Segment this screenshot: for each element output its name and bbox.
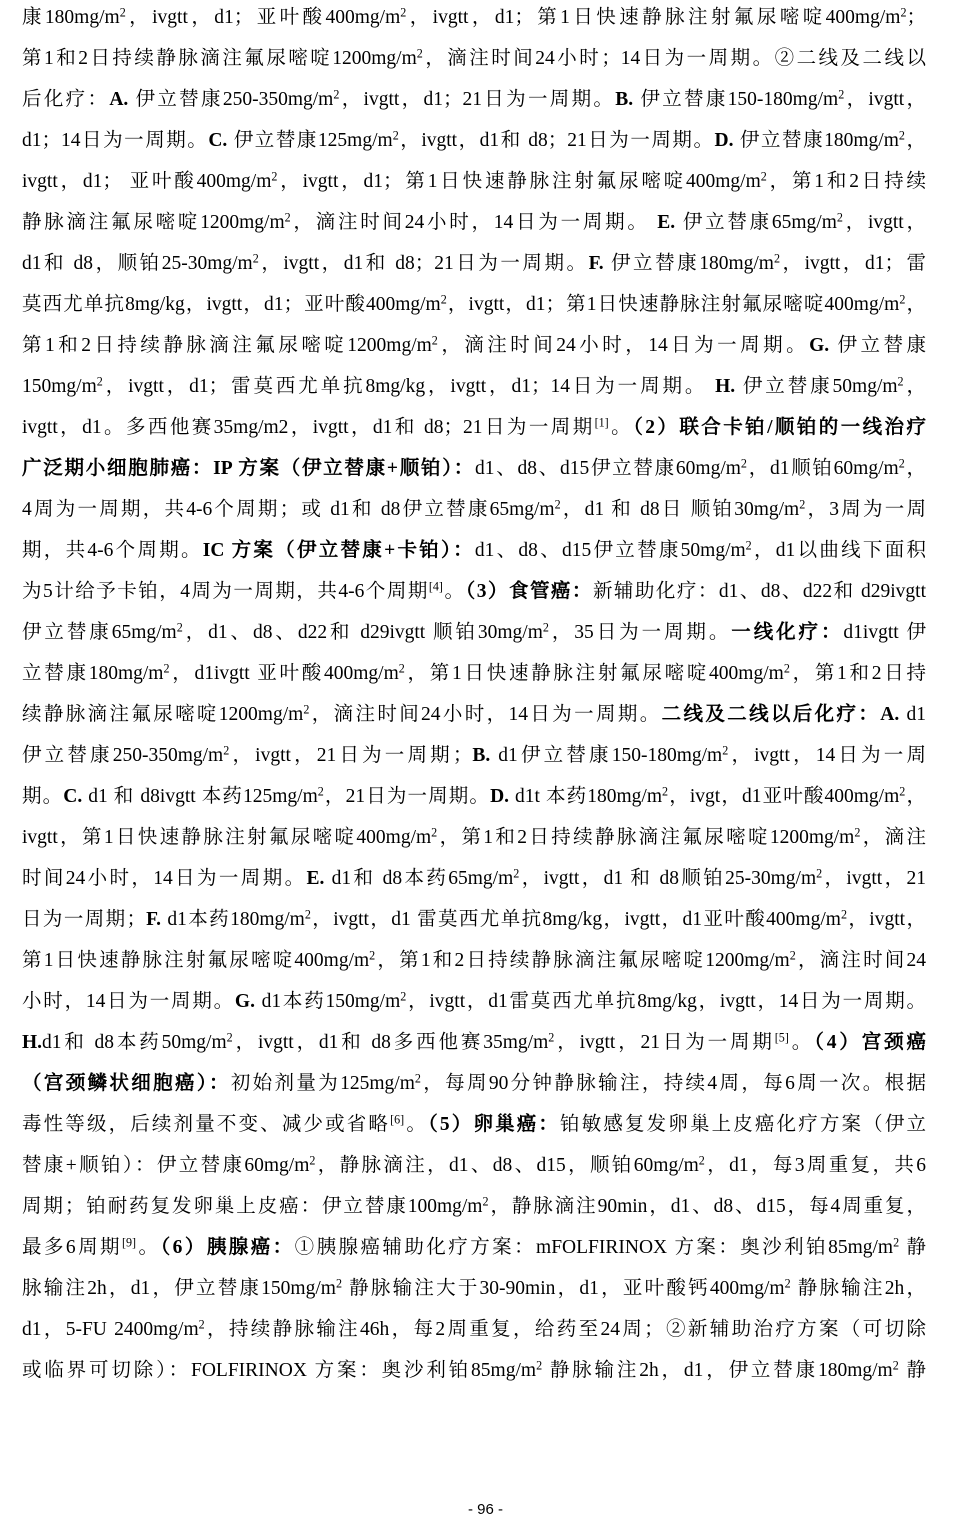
text-line bbox=[22, 407, 926, 448]
text-run: 静脉输注大于30-90min，d1，亚叶酸钙400mg/m bbox=[341, 1278, 785, 1299]
text-line bbox=[22, 817, 926, 858]
text-run: ，ivgtt，d1；亚叶酸400mg/m bbox=[125, 7, 401, 28]
superscript: 2 bbox=[548, 1030, 555, 1045]
text-run: 期，共4-6个周期。 bbox=[22, 540, 203, 561]
text-run: d1、d8、d15伊立替康50mg/m bbox=[474, 540, 746, 561]
text-run: ，ivgt，d1亚叶酸400mg/m bbox=[668, 786, 900, 807]
text-run: 伊立替康250-350mg/m bbox=[128, 89, 334, 110]
superscript: 2 bbox=[722, 743, 729, 758]
superscript: [5] bbox=[774, 1030, 789, 1045]
bold-run: H. bbox=[715, 376, 736, 397]
text-run: ，滴注时间24小时，14日为一周期。 bbox=[309, 704, 662, 725]
superscript: 2 bbox=[783, 661, 790, 676]
text-run: 伊立替康125mg/m bbox=[227, 130, 393, 151]
text-run: ，d1、d8、d22和 d29ivgtt 顺铂30mg/m bbox=[182, 622, 543, 643]
superscript: 2 bbox=[760, 169, 767, 184]
bold-run: （4）宫颈癌 bbox=[814, 1032, 926, 1053]
text-run: ，滴注时间24小时，14日为一周期。 bbox=[437, 335, 810, 356]
superscript: 2 bbox=[899, 784, 906, 799]
bold-run: F. bbox=[146, 909, 162, 930]
text-run: 莫西尤单抗8mg/kg，ivgtt，d1；亚叶酸400mg/m bbox=[22, 294, 441, 315]
superscript: 2 bbox=[252, 251, 259, 266]
text-line bbox=[22, 489, 926, 530]
text-run: 。 bbox=[788, 1032, 815, 1053]
text-run: 静脉输注2h，d1，伊立替康180mg/m bbox=[542, 1360, 893, 1381]
superscript: 2 bbox=[414, 1071, 421, 1086]
text-run: ，滴注时间24小时；14日为一周期。②二线及二线以 bbox=[422, 48, 926, 69]
text-run: 最多6周期 bbox=[22, 1237, 122, 1258]
bold-run: G. bbox=[809, 335, 830, 356]
text-run: d1本药150mg/m bbox=[254, 991, 401, 1012]
superscript: 2 bbox=[96, 374, 103, 389]
text-run: d1ivgtt 伊 bbox=[843, 622, 926, 643]
text-line bbox=[22, 981, 926, 1022]
text-line bbox=[22, 1104, 926, 1145]
superscript: 2 bbox=[513, 866, 520, 881]
bold-run: D. bbox=[490, 786, 510, 807]
superscript: 2 bbox=[784, 1276, 791, 1291]
text-run: ， bbox=[905, 786, 926, 807]
text-run: ，35日为一周期。 bbox=[548, 622, 732, 643]
text-line bbox=[22, 1063, 926, 1104]
text-line bbox=[22, 1309, 926, 1350]
superscript: 2 bbox=[840, 907, 847, 922]
text-run: 4周为一周期，共4-6个周期；或 d1和 d8伊立替康65mg/m bbox=[22, 499, 555, 520]
body-text bbox=[22, 0, 926, 1391]
text-run: d1，5-FU 2400mg/m bbox=[22, 1319, 199, 1340]
text-run: ，ivgtt，d1；第1日快速静脉注射氟尿嘧啶400mg/m bbox=[446, 294, 900, 315]
text-run: 或临界可切除）：FOLFIRINOX 方案：奥沙利铂85mg/m bbox=[22, 1360, 537, 1381]
text-run: ，ivgtt，d1；21日为一周期。 bbox=[339, 89, 616, 110]
text-run: 周期；铂耐药复发卵巢上皮癌：伊立替康100mg/m bbox=[22, 1196, 483, 1217]
superscript: 2 bbox=[440, 292, 447, 307]
text-run: ，每周90分钟静脉输注，持续4周，每6周一次。根据 bbox=[420, 1073, 926, 1094]
text-run: 伊立替康65mg/m bbox=[22, 622, 177, 643]
text-line bbox=[22, 202, 926, 243]
bold-run: C. bbox=[208, 130, 228, 151]
text-run: 第1日快速静脉注射氟尿嘧啶400mg/m bbox=[22, 950, 370, 971]
text-run: ，ivgtt，21日为一周期； bbox=[229, 745, 473, 766]
bold-run: H. bbox=[22, 1032, 43, 1053]
text-run: ，ivgtt，14日为一周 bbox=[728, 745, 926, 766]
superscript: 2 bbox=[392, 128, 399, 143]
superscript: 2 bbox=[303, 702, 310, 717]
text-run: ，21日为一周期。 bbox=[323, 786, 491, 807]
text-run: ，ivgtt，d1 雷莫西尤单抗8mg/kg，ivgtt，d1亚叶酸400mg/m bbox=[310, 909, 841, 930]
text-run: ，d1 和 d8日 顺铂30mg/m bbox=[560, 499, 800, 520]
text-run: ，ivgtt，21 bbox=[822, 868, 926, 889]
text-run: 静脉滴注氟尿嘧啶1200mg/m bbox=[22, 212, 285, 233]
text-line bbox=[22, 735, 926, 776]
superscript: 2 bbox=[431, 333, 438, 348]
superscript: 2 bbox=[893, 1235, 900, 1250]
text-line bbox=[22, 776, 926, 817]
text-run: ，d1ivgtt 亚叶酸400mg/m bbox=[169, 663, 399, 684]
superscript: 2 bbox=[662, 784, 669, 799]
text-run: ，ivgtt，d1；雷莫西尤单抗8mg/kg，ivgtt，d1；14日为一周期。 bbox=[102, 376, 716, 397]
text-line bbox=[22, 448, 926, 489]
text-run: d1；14日为一周期。 bbox=[22, 130, 209, 151]
superscript: 2 bbox=[198, 1317, 205, 1332]
bold-run: （3）食管癌： bbox=[465, 581, 593, 602]
text-run: ①胰腺癌辅助化疗方案：mFOLFIRINOX 方案：奥沙利铂85mg/m bbox=[294, 1237, 894, 1258]
text-run: ，静脉滴注90min，d1、d8、d15，每4周重复， bbox=[488, 1196, 926, 1217]
superscript: 2 bbox=[223, 743, 230, 758]
text-run: ，ivgtt，d1；第1日快速静脉注射氟尿嘧啶400mg/m bbox=[406, 7, 901, 28]
superscript: 2 bbox=[398, 661, 405, 676]
text-run: 日为一周期； bbox=[22, 909, 147, 930]
text-run: 静脉输注2h， bbox=[790, 1278, 926, 1299]
text-line bbox=[22, 38, 926, 79]
text-run: ，持续静脉输注46h，每2周重复，给药至24周；②新辅助治疗方案（可切除 bbox=[204, 1319, 926, 1340]
bold-run: E. bbox=[657, 212, 676, 233]
text-run: ， bbox=[904, 458, 926, 479]
text-line bbox=[22, 243, 926, 284]
superscript: 2 bbox=[317, 784, 324, 799]
bold-run: E. bbox=[306, 868, 325, 889]
text-run: 康180mg/m bbox=[22, 7, 120, 28]
text-run: ，ivgtt， bbox=[846, 909, 926, 930]
bold-run: D. bbox=[714, 130, 734, 151]
superscript: 2 bbox=[816, 866, 823, 881]
text-run: 伊立替康 bbox=[829, 335, 926, 356]
superscript: 2 bbox=[333, 87, 340, 102]
text-run: 静 bbox=[898, 1360, 926, 1381]
text-line bbox=[22, 120, 926, 161]
superscript: 2 bbox=[900, 5, 907, 20]
text-line bbox=[22, 1145, 926, 1186]
text-line bbox=[22, 0, 926, 38]
text-run: 小时，14日为一周期。 bbox=[22, 991, 235, 1012]
bold-run: G. bbox=[234, 991, 255, 1012]
text-line bbox=[22, 858, 926, 899]
superscript: 2 bbox=[226, 1030, 233, 1045]
superscript: 2 bbox=[163, 661, 170, 676]
superscript: 2 bbox=[309, 1153, 316, 1168]
superscript: 2 bbox=[554, 497, 561, 512]
text-run: 伊立替康250-350mg/m bbox=[22, 745, 224, 766]
text-run: ，ivgtt， bbox=[844, 89, 926, 110]
text-run: ，ivgtt，d1和 d8多西他赛35mg/m bbox=[232, 1032, 549, 1053]
text-run: ，d1顺铂60mg/m bbox=[746, 458, 899, 479]
superscript: 2 bbox=[482, 1194, 489, 1209]
text-run: 第1和2日持续静脉滴注氟尿嘧啶1200mg/m bbox=[22, 335, 432, 356]
text-run: ，第1日快速静脉注射氟尿嘧啶400mg/m bbox=[404, 663, 784, 684]
text-run: 伊立替康180mg/m bbox=[733, 130, 899, 151]
bold-run: （宫颈鳞状细胞癌）： bbox=[22, 1073, 231, 1094]
superscript: 2 bbox=[897, 374, 904, 389]
text-run: d1 和 d8ivgtt 本药125mg/m bbox=[82, 786, 318, 807]
text-run: 时间24小时，14日为一周期。 bbox=[22, 868, 307, 889]
text-run: 立替康180mg/m bbox=[22, 663, 164, 684]
text-run: d1和 d8本药50mg/m bbox=[42, 1032, 227, 1053]
text-run: d1伊立替康150-180mg/m bbox=[490, 745, 723, 766]
text-line bbox=[22, 940, 926, 981]
text-line bbox=[22, 694, 926, 735]
text-run: ，3周为一周 bbox=[805, 499, 926, 520]
superscript: 2 bbox=[898, 128, 905, 143]
superscript: 2 bbox=[799, 497, 806, 512]
text-line bbox=[22, 1022, 926, 1063]
superscript: [6] bbox=[390, 1112, 405, 1127]
text-run: d1t 本药180mg/m bbox=[509, 786, 663, 807]
text-run: 伊立替康50mg/m bbox=[735, 376, 898, 397]
superscript: 2 bbox=[536, 1358, 543, 1373]
text-line bbox=[22, 653, 926, 694]
text-line bbox=[22, 366, 926, 407]
text-line bbox=[22, 1227, 926, 1268]
bold-run: 广泛期小细胞肺癌：IP 方案（伊立替康+顺铂）： bbox=[22, 458, 475, 479]
bold-run: IC 方案（伊立替康+卡铂）： bbox=[202, 540, 475, 561]
text-run: ，滴注 bbox=[860, 827, 926, 848]
text-run: 为5计给予卡铂，4周为一周期，共4-6个周期 bbox=[22, 581, 429, 602]
text-run: 。 bbox=[442, 581, 466, 602]
superscript: 2 bbox=[369, 948, 376, 963]
text-run: ivgtt，第1日快速静脉注射氟尿嘧啶400mg/m bbox=[22, 827, 432, 848]
text-run: d1和 d8，顺铂25-30mg/m bbox=[22, 253, 253, 274]
text-run: 150mg/m bbox=[22, 376, 97, 397]
text-run: ，ivgtt，21日为一周期 bbox=[554, 1032, 775, 1053]
text-run: 初始剂量为125mg/m bbox=[230, 1073, 415, 1094]
superscript: 2 bbox=[892, 1358, 899, 1373]
bold-run: C. bbox=[63, 786, 83, 807]
page-number: - 96 - bbox=[467, 1501, 503, 1518]
text-run: 脉输注2h，d1，伊立替康150mg/m bbox=[22, 1278, 336, 1299]
superscript: 2 bbox=[335, 1276, 342, 1291]
text-run: ，d1以曲线下面积 bbox=[751, 540, 926, 561]
superscript: 2 bbox=[400, 989, 407, 1004]
text-run: ，ivgtt， bbox=[842, 212, 926, 233]
text-line bbox=[22, 612, 926, 653]
text-run: 替康+顺铂）：伊立替康60mg/m bbox=[22, 1155, 310, 1176]
text-run: ，滴注时间24 bbox=[795, 950, 926, 971]
text-line bbox=[22, 161, 926, 202]
text-run: 。 bbox=[136, 1237, 161, 1258]
superscript: [9] bbox=[121, 1235, 137, 1250]
text-run: ，第1和2日持 bbox=[789, 663, 926, 684]
text-run: 续静脉滴注氟尿嘧啶1200mg/m bbox=[22, 704, 304, 725]
text-run: d1和 d8本药65mg/m bbox=[324, 868, 514, 889]
superscript: 2 bbox=[304, 907, 311, 922]
text-run: ，ivgtt，d1；第1日快速静脉注射氟尿嘧啶400mg/m bbox=[277, 171, 761, 192]
text-run: ，d1，每3周重复，共6 bbox=[704, 1155, 926, 1176]
superscript: 2 bbox=[284, 210, 291, 225]
text-run: ，第1和2日持续静脉滴注氟尿嘧啶1200mg/m bbox=[437, 827, 855, 848]
text-run: ，ivgtt，d1雷莫西尤单抗8mg/kg，ivgtt，14日为一周期。 bbox=[406, 991, 926, 1012]
superscript: 2 bbox=[745, 538, 752, 553]
text-run: ， bbox=[903, 376, 926, 397]
text-run: d1、d8、d15伊立替康60mg/m bbox=[474, 458, 741, 479]
superscript: 2 bbox=[119, 5, 126, 20]
text-run: ，第1和2日持续 bbox=[766, 171, 926, 192]
text-line bbox=[22, 530, 926, 571]
text-run: ，静脉滴注，d1、d8、d15，顺铂60mg/m bbox=[315, 1155, 699, 1176]
text-run: ， bbox=[904, 130, 926, 151]
superscript: [4] bbox=[428, 579, 443, 594]
text-line bbox=[22, 79, 926, 120]
text-run: 伊立替康150-180mg/m bbox=[633, 89, 839, 110]
superscript: 2 bbox=[176, 620, 183, 635]
superscript: 2 bbox=[773, 251, 780, 266]
bold-run: 一线化疗： bbox=[731, 622, 844, 643]
superscript: 2 bbox=[698, 1153, 705, 1168]
superscript: 2 bbox=[542, 620, 549, 635]
bold-run: A. bbox=[109, 89, 129, 110]
bold-run: B. bbox=[615, 89, 634, 110]
text-run: ，ivgtt，d1和 d8；21日为一周期。 bbox=[398, 130, 715, 151]
text-run: ivgtt，d1； 亚叶酸400mg/m bbox=[22, 171, 272, 192]
text-line bbox=[22, 899, 926, 940]
text-run: ，ivgtt，d1和 d8；21日为一周期。 bbox=[258, 253, 589, 274]
superscript: 2 bbox=[838, 87, 845, 102]
text-run: 期。 bbox=[22, 786, 64, 807]
bold-run: 二线及二线以后化疗：A. bbox=[661, 704, 900, 725]
text-line bbox=[22, 1350, 926, 1391]
text-run: 后化疗： bbox=[22, 89, 110, 110]
text-run: 铂敏感复发卵巢上皮癌化疗方案（伊立 bbox=[560, 1114, 926, 1135]
superscript: 2 bbox=[740, 456, 747, 471]
text-run: d1 bbox=[899, 704, 926, 725]
superscript: 2 bbox=[854, 825, 861, 840]
bold-run: B. bbox=[472, 745, 491, 766]
text-run: 新辅助化疗：d1、d8、d22和 d29ivgtt bbox=[592, 581, 926, 602]
text-run: 第1和2日持续静脉滴注氟尿嘧啶1200mg/m bbox=[22, 48, 417, 69]
text-line bbox=[22, 1268, 926, 1309]
text-run: ，ivgtt，d1 和 d8顺铂25-30mg/m bbox=[519, 868, 817, 889]
superscript: 2 bbox=[789, 948, 796, 963]
text-run: 静 bbox=[899, 1237, 926, 1258]
text-line bbox=[22, 325, 926, 366]
bold-run: （6）胰腺癌： bbox=[160, 1237, 295, 1258]
text-run: 。 bbox=[608, 417, 634, 438]
text-run: 伊立替康65mg/m bbox=[675, 212, 837, 233]
text-line bbox=[22, 571, 926, 612]
text-run: d1本药180mg/m bbox=[161, 909, 305, 930]
text-line bbox=[22, 1186, 926, 1227]
bold-run: F. bbox=[588, 253, 604, 274]
superscript: 2 bbox=[898, 456, 905, 471]
text-run: ivgtt，d1。多西他赛35mg/m2，ivgtt，d1和 d8；21日为一周期 bbox=[22, 417, 595, 438]
text-line bbox=[22, 284, 926, 325]
superscript: [1] bbox=[594, 415, 609, 430]
superscript: 2 bbox=[416, 46, 423, 61]
superscript: 2 bbox=[271, 169, 278, 184]
bold-run: （2）联合卡铂/顺铂的一线治疗 bbox=[633, 417, 926, 438]
bold-run: （5）卵巢癌： bbox=[427, 1114, 561, 1135]
text-run: 毒性等级，后续剂量不变、减少或省略 bbox=[22, 1114, 391, 1135]
text-run: ，滴注时间24小时，14日为一周期。 bbox=[290, 212, 658, 233]
text-run: 伊立替康180mg/m bbox=[603, 253, 774, 274]
text-run: ， bbox=[905, 294, 926, 315]
superscript: 2 bbox=[400, 5, 407, 20]
text-run: ； bbox=[906, 7, 926, 28]
text-run: 。 bbox=[404, 1114, 428, 1135]
text-run: ，ivgtt，d1；雷 bbox=[780, 253, 926, 274]
superscript: 2 bbox=[431, 825, 438, 840]
superscript: 2 bbox=[836, 210, 843, 225]
superscript: 2 bbox=[899, 292, 906, 307]
text-run: ，第1和2日持续静脉滴注氟尿嘧啶1200mg/m bbox=[375, 950, 790, 971]
